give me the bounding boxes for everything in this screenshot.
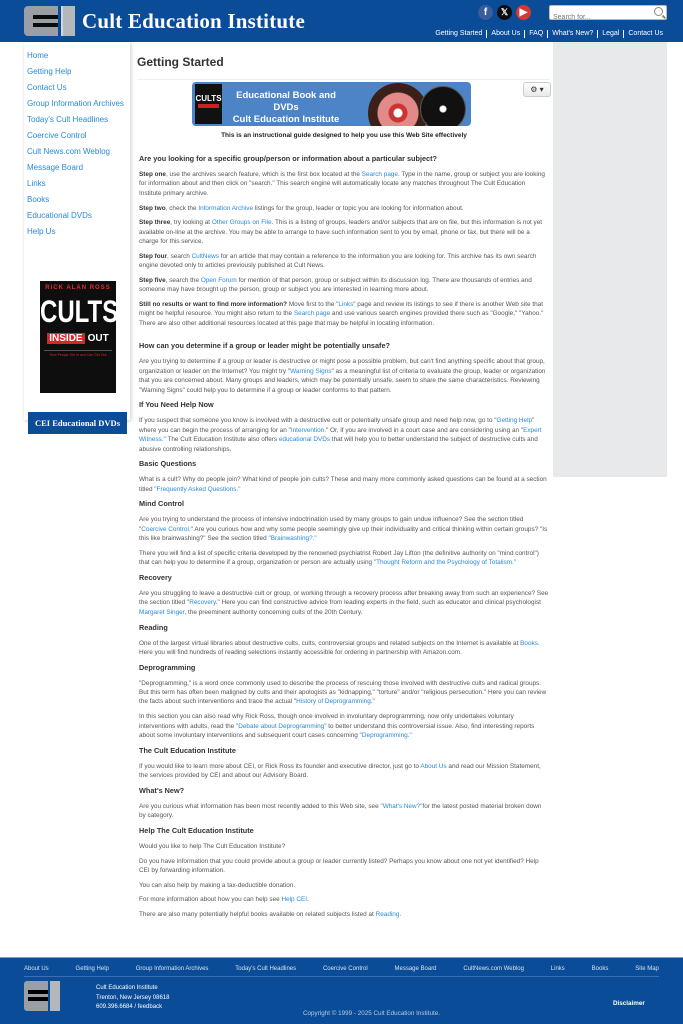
deprogramming-link[interactable]: "Deprogramming." [359, 732, 412, 739]
topnav-about-us[interactable]: About Us [486, 30, 524, 38]
footer-address [96, 984, 169, 1013]
cultnews-link[interactable]: CultNews [191, 252, 219, 260]
paragraph-deprogramming-2: In this section you can also read why Rick Ross, though once involved in involuntary deprogramming, now only undertakes voluntary interventions with adults, read the "Debate about Deprogramming" to better understand this controversial issue. Also, find interesting reports about some involuntary interventions and subsequent court cases concerning "Deprogramming." [139, 713, 535, 739]
facebook-icon[interactable]: f [478, 5, 493, 20]
book-cover-cults-inside-out[interactable] [40, 281, 119, 393]
footer-link-group-archives[interactable]: Group Information Archives [135, 966, 209, 972]
left-sidebar [24, 42, 130, 428]
footer-address-line: Trenton, New Jersey 08618 [96, 994, 170, 1001]
history-deprogramming-link[interactable]: History of Deprogramming [296, 698, 371, 706]
sidebar-nav [24, 42, 130, 240]
footer-link-getting-help[interactable]: Getting Help [75, 966, 109, 972]
section-heading: Mind Control [139, 499, 184, 509]
section-heading: Deprogramming [139, 662, 196, 672]
title-divider [137, 79, 550, 80]
paragraph-mind-control: Are you trying to understand the process of intensive indoctrination used by many groups to gain undue influence? See the section titled "Coercive Control." Are you curious how and why some people seemingly give up their individuality and critical thinking within certain groups? "Is this like brainwashing?" See the section titled "Brainwashing?." [139, 516, 548, 543]
help-cei-link[interactable]: Help CEI [281, 896, 308, 904]
banner-line2: Cult Education Institute [232, 114, 340, 125]
sidebar-item-educational-dvds[interactable]: Educational DVDs [27, 211, 92, 220]
footer-link-cultnews-weblog[interactable]: CultNews.com Weblog [463, 966, 524, 972]
paragraph-lifton: There you will find a list of specific criteria developed by the renowned psychiatrist Robert Jay Lifton (the definitive authority on "mind control") that can help you to determine if a group, organization or person are actually using "Thought Reform and the Psychology of Totalism." [139, 549, 539, 567]
thought-reform-link[interactable]: "Thought Reform and the Psychology of Totalism." [373, 559, 517, 567]
paragraph-help-now: If you suspect that someone you know is involved with a destructive cult or potentially unsafe group and need help now, go to "Getting Help" where you can begin the process of arranging for an "Intervention." Or, if you are involved in a court case and are considering using an "Expert Witness." The Cult Education Institute also offers educational DVDs that will help you to better understand the subject of destructive cults and abusive controlling relationships. [139, 417, 542, 453]
banner-text [226, 90, 346, 126]
sidebar-item-help-us[interactable]: Help Us [27, 227, 56, 236]
paragraph-deprogramming: "Deprogramming," is a word once commonly used to describe the process of rescuing those involved with destructive cults and radical groups. But this term has often been maligned by cults and their apologists as "kidnapping," "torture" and/or "religious persecution." Here you can review the facts about such interventions and trace the actual "History of Deprogramming." [139, 679, 547, 706]
footer-copyright: Copyright © 1999 - 2025 Cult Education Institute. [303, 1010, 440, 1017]
page-tagline: This is an instructional guide designed to help you use this Web Site effectively [221, 132, 467, 139]
whats-new-link[interactable]: "What's New?" [380, 802, 423, 810]
sidebar-item-headlines[interactable]: Today's Cult Headlines [27, 115, 109, 124]
paragraph-step-four: Step four, search CultNews for an article that may contain a reference to the information you are looking for. This archive has its own search engine devoted only to articles previously published at Cult News. [139, 252, 537, 270]
search-page-link[interactable]: Search page [361, 171, 398, 178]
footer-link-coercive-control[interactable]: Coercive Control [322, 966, 368, 972]
information-archive-link[interactable]: Information Archive [198, 204, 254, 212]
book-title: CULTS [40, 294, 119, 330]
youtube-icon[interactable]: ▶ [516, 5, 531, 20]
feedback-link[interactable]: feedback [137, 1004, 163, 1010]
site-title: Cult Education Institute [82, 8, 306, 33]
footer-link-links[interactable]: Links [550, 966, 565, 972]
book-title-line2 [40, 333, 116, 344]
books-link[interactable]: Books [520, 639, 538, 647]
right-sidebar-panel [553, 42, 667, 477]
footer-top-border [0, 957, 683, 958]
main-content [137, 42, 551, 919]
cei-logo-icon [24, 6, 76, 36]
reading-link[interactable]: Reading [375, 911, 400, 919]
getting-help-link[interactable]: Getting Help [496, 417, 533, 425]
paragraph-help-2: Do you have information that you could provide about a group or leader currently listed? Perhaps you know about one not yet identified? Help CEI by forwarding information. [139, 857, 539, 875]
coercive-control-link[interactable]: Coercive Control. [141, 525, 191, 533]
intervention-link[interactable]: Intervention. [290, 426, 327, 434]
dvd-disc-icon-2 [420, 86, 466, 126]
social-links [478, 5, 531, 20]
search-page-link-2[interactable]: Search page [293, 310, 331, 318]
educational-dvds-link[interactable]: educational DVDs [278, 436, 331, 444]
section-heading: Reading [139, 622, 168, 632]
paragraph-step-three: Step three, try looking at Other Groups on File. This is a listing of groups, leaders and/or subjects that are on file, but this information is not yet available on-line at the archive. You may be able to arrange to have such information sent to you by email, phone or fax, but there will be a charge for this service. [139, 219, 543, 246]
paragraph-help-5: There are also many potentially helpful books available on related subjects listed at Reading. [139, 911, 402, 919]
site-header [0, 0, 683, 42]
about-us-link[interactable]: About Us [420, 762, 447, 770]
expert-witness-link[interactable]: Expert Witness. [139, 426, 542, 444]
footer-nav [24, 966, 659, 977]
faq-link[interactable]: "Frequently Asked Questions." [154, 485, 241, 493]
disclaimer-link[interactable]: Disclaimer [613, 1000, 645, 1007]
sidebar-item-group-archives[interactable]: Group Information Archives [27, 99, 124, 108]
educational-dvds-button[interactable]: CEI Educational DVDs [28, 412, 127, 434]
footer-separator: / [132, 1004, 138, 1010]
footer-org-name: Cult Education Institute [96, 985, 158, 991]
section-heading: Recovery [139, 573, 172, 583]
paragraph-unsafe: Are you trying to determine if a group or leader is destructive or might pose a possible problem, but can't find anything specific about that group, organization or leader on the Internet? You might try "Warning Signs" as a meaningful list of criteria to evaluate the group, leader or organization that you are concerned about. Many groups and leaders, which may be potentially unsafe, seem to share the same characteristics. Reviewing "Warning Signs" could help you to determine if a group or leader conforms to that pattern. [139, 358, 546, 394]
footer-phone: 609.396.6684 [96, 1004, 133, 1010]
page-title: Getting Started [137, 55, 224, 69]
topnav-whats-new[interactable]: What's New? [547, 30, 597, 38]
brainwashing-link[interactable]: "Brainwashing?." [268, 535, 317, 543]
topnav-getting-started[interactable]: Getting Started [435, 30, 483, 37]
sidebar-item-getting-help[interactable]: Getting Help [27, 67, 72, 76]
sidebar-item-links[interactable]: Links [27, 179, 46, 188]
sidebar-item-contact-us[interactable]: Contact Us [27, 83, 67, 92]
site-logo[interactable] [24, 6, 305, 36]
paragraph-step-five: Step five, search the Open Forum for mention of that person, group or subject within its discussion log. There are thousands of entries and someone may have brought up the person, group or subject you are interested in learning more about. [139, 276, 532, 294]
section-heading: If You Need Help Now [139, 400, 214, 410]
open-forum-link[interactable]: Open Forum [200, 276, 237, 284]
sidebar-item-message-board[interactable]: Message Board [27, 163, 84, 172]
search-icon[interactable] [654, 7, 663, 16]
paragraph-cei: If you would like to learn more about CEI, or Rick Ross its founder and executive director, just go to About Us and read our Mission Statement, the services provided by CEI and about our Advisory Board. [139, 762, 541, 780]
footer-link-headlines[interactable]: Today's Cult Headlines [235, 966, 297, 972]
section-heading: What's New? [139, 785, 185, 795]
paragraph-recovery: Are you struggling to leave a destructive cult or group, or working through a recovery process after breaking away from such an experience? See the section titled "Recovery." Here you can find constructive advice from leading experts in the field, such as educator and clinical psychologist Margaret Singer, the preeminent authority concerning cults of the 20th Century. [139, 590, 549, 616]
paragraph-step-one: Step one, use the archives search feature, which is the first box located at the Search page. Type in the name, group or subject you are looking for information about and then click on "search." This search engine will automatically locate any matches throughout The Cult Education Institute primary archive. [139, 171, 545, 197]
warning-signs-link[interactable]: Warning Signs [290, 367, 332, 375]
footer-link-books[interactable]: Books [591, 966, 609, 972]
footer-disclaimer-wrap [613, 1000, 645, 1007]
paragraph-step-two: Step two, check the Information Archive listings for the group, leader or topic you are looking for information about. [139, 204, 464, 212]
banner-book-image [195, 84, 222, 124]
recovery-link[interactable]: Recovery. [189, 599, 218, 607]
paragraph-help-4: For more information about how you can help see Help CEI. [139, 896, 309, 904]
top-nav [431, 30, 667, 38]
paragraph-still-no-results: Still no results or want to find more information? Move first to the "Links" page and review its listings to see if there is another Web site that might be helpful resource. You might also return to the Search page and use various search engines provided there such as "Google," "Yahoo." There are also other additional resources located at this page that may be helpful in locating information. [139, 300, 544, 327]
paragraph-help-1: Would you like to help The Cult Education Institute? [139, 842, 286, 850]
topnav-legal[interactable]: Legal [597, 30, 623, 38]
banner-book-label: CULTS [195, 94, 222, 103]
section-heading: Are you looking for a specific group/person or information about a particular subject? [139, 154, 437, 163]
paragraph-basic-questions: What is a cult? Why do people join? What kind of people join cults? These and many more commonly asked questions can be found at a section titled "Frequently Asked Questions." [139, 476, 547, 493]
paragraph-help-3: You can also help by making a tax-deductible donation. [139, 881, 296, 889]
margaret-singer-link[interactable]: Margaret Singer [139, 608, 185, 616]
section-heading: Help The Cult Education Institute [139, 825, 254, 835]
search-input[interactable] [550, 11, 650, 24]
sidebar-item-home[interactable]: Home [27, 51, 49, 60]
site-footer [0, 957, 683, 1024]
educational-dvds-banner[interactable] [192, 82, 471, 126]
paragraph-reading: One of the largest virtual libraries about destructive cults, cults, controversial groups and related subjects on the Internet is available at Books. Here you will find hundreds of reading selections instantly accessible for ordering in partnership with Amazon.com. [139, 639, 540, 656]
sidebar-item-books[interactable]: Books [27, 195, 50, 204]
section-heading: Basic Questions [139, 459, 197, 469]
footer-cei-logo-icon [24, 981, 61, 1011]
footer-link-about-us[interactable]: About Us [24, 966, 49, 972]
book-subtitle: How People Get In and Can Get Out [44, 350, 112, 357]
book-author: RICK ALAN ROSS [45, 285, 111, 291]
debate-deprogramming-link[interactable]: "Debate about Deprogramming" [235, 722, 327, 730]
book-inside: INSIDE [49, 333, 83, 344]
sidebar-item-cultnews-weblog[interactable]: Cult News.com Weblog [27, 147, 110, 156]
topnav-contact-us[interactable]: Contact Us [623, 30, 667, 38]
links-link[interactable]: Links [338, 300, 354, 308]
x-twitter-icon[interactable]: 𝕏 [497, 5, 512, 20]
gear-dropdown-button[interactable]: ⚙ ▾ [523, 82, 551, 97]
other-groups-link[interactable]: Other Groups on File [211, 219, 272, 227]
article-body [139, 154, 549, 925]
footer-link-site-map[interactable]: Site Map [635, 966, 659, 972]
banner-line1: Educational Book and DVDs [236, 90, 336, 113]
footer-contact-line [96, 1003, 169, 1013]
section-heading: How can you determine if a group or leader might be potentially unsafe? [139, 341, 390, 351]
topnav-faq[interactable]: FAQ [524, 30, 547, 38]
dvd-disc-icon [368, 83, 428, 126]
search-box [549, 5, 667, 20]
paragraph-whats-new: Are you curious what information has been most recently added to this Web site, see "What's New?"for the latest posted material broken down by category. [139, 802, 542, 820]
sidebar-item-coercive-control[interactable]: Coercive Control [27, 131, 87, 140]
book-out: OUT [87, 333, 109, 344]
section-heading: The Cult Education Institute [139, 745, 236, 755]
footer-link-message-board[interactable]: Message Board [394, 966, 437, 972]
